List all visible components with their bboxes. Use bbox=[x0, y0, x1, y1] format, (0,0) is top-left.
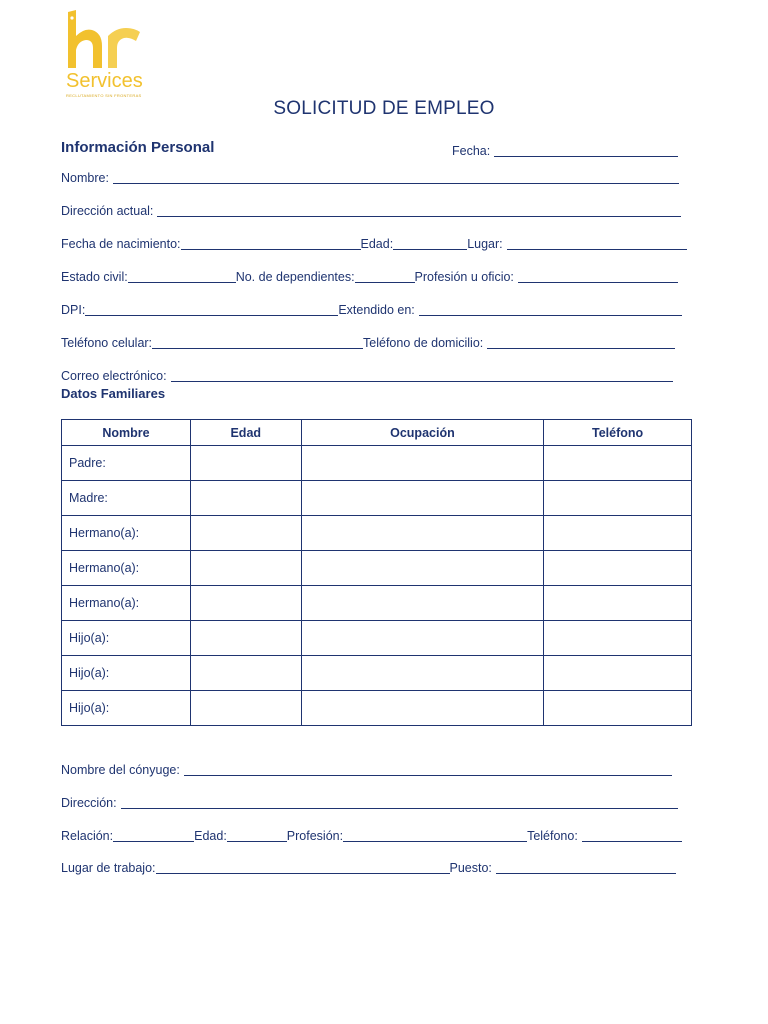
profesion-conyuge-input-line[interactable] bbox=[343, 827, 527, 842]
table-row bbox=[62, 551, 692, 586]
edad-cell[interactable] bbox=[190, 551, 301, 586]
ocupacion-cell[interactable] bbox=[301, 516, 544, 551]
edad-cell[interactable] bbox=[190, 691, 301, 726]
field-label: Puesto: bbox=[449, 861, 492, 875]
telefono-cell[interactable] bbox=[544, 621, 692, 656]
ocupacion-cell[interactable] bbox=[301, 586, 544, 621]
field-direccion-actual bbox=[61, 201, 681, 219]
field-telefonos-row bbox=[61, 333, 675, 351]
telefono-cell[interactable] bbox=[544, 586, 692, 621]
field-label: Profesión: bbox=[286, 829, 344, 843]
tel-domicilio-input-line[interactable] bbox=[487, 334, 675, 349]
row-label: Hermano(a): bbox=[62, 516, 191, 551]
lugar-trabajo-input-line[interactable] bbox=[156, 859, 450, 874]
ocupacion-cell[interactable] bbox=[301, 621, 544, 656]
field-label: Teléfono: bbox=[527, 829, 578, 843]
telefono-cell[interactable] bbox=[544, 551, 692, 586]
section-heading-personal: Información Personal bbox=[61, 139, 215, 156]
field-nombre-conyuge bbox=[61, 760, 672, 778]
row-label: Hijo(a): bbox=[62, 621, 191, 656]
relacion-input-line[interactable] bbox=[113, 827, 194, 842]
field-dpi-row bbox=[61, 300, 682, 318]
field-nombre bbox=[61, 168, 679, 186]
table-row bbox=[62, 446, 692, 481]
field-label: Nombre: bbox=[61, 171, 109, 185]
field-label: Estado civil: bbox=[61, 270, 128, 284]
ocupacion-cell[interactable] bbox=[301, 691, 544, 726]
field-label: Edad: bbox=[194, 829, 227, 843]
field-label: Extendido en: bbox=[338, 303, 415, 317]
telefono-cell[interactable] bbox=[544, 516, 692, 551]
telefono-cell[interactable] bbox=[544, 481, 692, 516]
table-row bbox=[62, 691, 692, 726]
table-row bbox=[62, 516, 692, 551]
edad-cell[interactable] bbox=[190, 586, 301, 621]
table-row bbox=[62, 586, 692, 621]
field-label: Dirección actual: bbox=[61, 204, 154, 218]
correo-input-line[interactable] bbox=[171, 367, 673, 382]
ocupacion-cell[interactable] bbox=[301, 551, 544, 586]
table-header-row bbox=[62, 420, 692, 446]
telefono-cell[interactable] bbox=[544, 446, 692, 481]
page-title: SOLICITUD DE EMPLEO bbox=[273, 98, 495, 119]
edad-cell[interactable] bbox=[190, 656, 301, 691]
edad-cell[interactable] bbox=[190, 481, 301, 516]
tel-celular-input-line[interactable] bbox=[152, 334, 363, 349]
edad-cell[interactable] bbox=[190, 446, 301, 481]
column-header-edad: Edad bbox=[190, 420, 301, 446]
ocupacion-cell[interactable] bbox=[301, 656, 544, 691]
column-header-nombre: Nombre bbox=[62, 420, 191, 446]
edad-conyuge-input-line[interactable] bbox=[227, 827, 287, 842]
fecha-nacimiento-input-line[interactable] bbox=[181, 235, 361, 250]
field-label: Fecha de nacimiento: bbox=[61, 237, 181, 251]
logo-tagline: RECLUTAMIENTO SIN FRONTERAS bbox=[66, 93, 142, 98]
field-direccion-conyuge bbox=[61, 793, 678, 811]
row-label: Madre: bbox=[62, 481, 191, 516]
field-estado-row bbox=[61, 267, 678, 285]
dependientes-input-line[interactable] bbox=[355, 268, 415, 283]
field-relacion-row bbox=[61, 826, 682, 844]
field-nacimiento-row bbox=[61, 234, 687, 252]
telefono-conyuge-input-line[interactable] bbox=[582, 827, 682, 842]
telefono-cell[interactable] bbox=[544, 656, 692, 691]
family-table bbox=[61, 419, 692, 726]
field-fecha bbox=[452, 141, 678, 159]
field-label: Dirección: bbox=[61, 796, 117, 810]
field-label: Relación: bbox=[61, 829, 114, 843]
ocupacion-cell[interactable] bbox=[301, 481, 544, 516]
direccion-input-line[interactable] bbox=[157, 202, 681, 217]
field-label: DPI: bbox=[61, 303, 86, 317]
row-label: Hijo(a): bbox=[62, 656, 191, 691]
ocupacion-cell[interactable] bbox=[301, 446, 544, 481]
field-label: Correo electrónico: bbox=[61, 369, 167, 383]
edad-input-line[interactable] bbox=[393, 235, 467, 250]
column-header-ocupacion: Ocupación bbox=[301, 420, 544, 446]
field-correo bbox=[61, 366, 673, 384]
edad-cell[interactable] bbox=[190, 516, 301, 551]
row-label: Hijo(a): bbox=[62, 691, 191, 726]
section-heading-family: Datos Familiares bbox=[61, 386, 166, 401]
row-label: Hermano(a): bbox=[62, 551, 191, 586]
column-header-telefono: Teléfono bbox=[544, 420, 692, 446]
field-label: Fecha: bbox=[452, 144, 491, 158]
nombre-input-line[interactable] bbox=[113, 169, 679, 184]
telefono-cell[interactable] bbox=[544, 691, 692, 726]
field-label: Nombre del cónyuge: bbox=[61, 763, 180, 777]
field-label: Lugar: bbox=[467, 237, 503, 251]
logo-wordmark: Services bbox=[66, 70, 143, 92]
field-trabajo-row bbox=[61, 858, 676, 876]
field-label: Lugar de trabajo: bbox=[61, 861, 156, 875]
direccion-conyuge-input-line[interactable] bbox=[121, 794, 678, 809]
table-row bbox=[62, 656, 692, 691]
field-label: Teléfono de domicilio: bbox=[363, 336, 484, 350]
estado-civil-input-line[interactable] bbox=[128, 268, 236, 283]
field-label: Profesión u oficio: bbox=[414, 270, 514, 284]
field-label: No. de dependientes: bbox=[235, 270, 355, 284]
edad-cell[interactable] bbox=[190, 621, 301, 656]
row-label: Hermano(a): bbox=[62, 586, 191, 621]
table-row bbox=[62, 621, 692, 656]
dpi-input-line[interactable] bbox=[85, 301, 338, 316]
puesto-input-line[interactable] bbox=[496, 859, 676, 874]
table-row bbox=[62, 481, 692, 516]
extendido-input-line[interactable] bbox=[419, 301, 682, 316]
conyuge-input-line[interactable] bbox=[184, 761, 672, 776]
profesion-input-line[interactable] bbox=[518, 268, 678, 283]
fecha-input-line[interactable] bbox=[494, 142, 678, 157]
field-label: Teléfono celular: bbox=[61, 336, 153, 350]
lugar-input-line[interactable] bbox=[507, 235, 687, 250]
row-label: Padre: bbox=[62, 446, 191, 481]
field-label: Edad: bbox=[360, 237, 394, 251]
